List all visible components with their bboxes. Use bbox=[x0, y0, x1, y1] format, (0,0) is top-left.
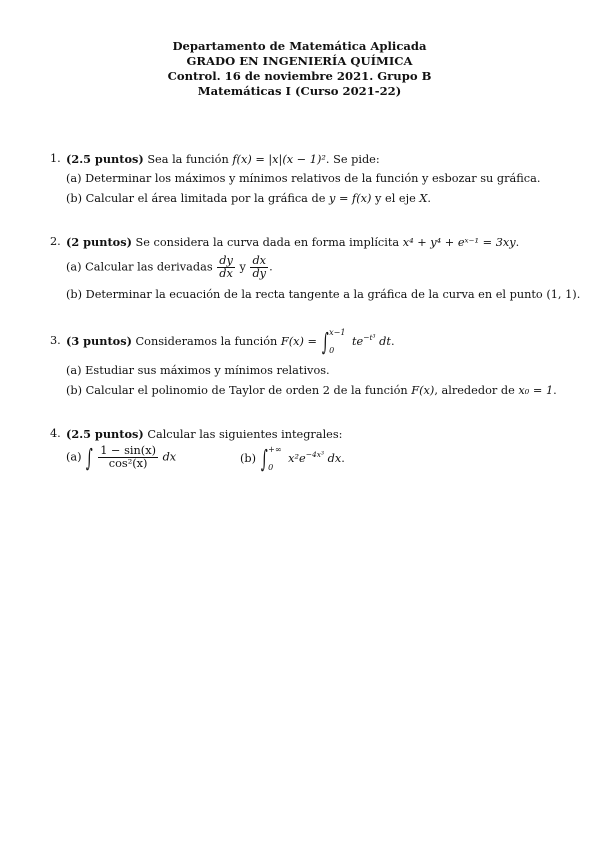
fraction-denominator: dy bbox=[252, 267, 267, 280]
problem-number: 1. bbox=[50, 152, 61, 165]
problem-statement bbox=[66, 328, 395, 356]
statement-text: Sea la función bbox=[147, 153, 229, 166]
integral-sign: ∫ bbox=[321, 328, 329, 356]
integral-limits bbox=[268, 445, 281, 473]
sub-item-a bbox=[66, 172, 540, 186]
item-text: y el eje bbox=[375, 192, 416, 205]
formula: f(x) = |x|(x − 1)² bbox=[232, 153, 326, 166]
integrand: te bbox=[352, 335, 364, 348]
formula: y = f(x) bbox=[329, 192, 372, 205]
integral-upper-limit: x−1 bbox=[329, 328, 346, 337]
problem-statement bbox=[66, 152, 380, 167]
formula: x⁴ + y⁴ + eˣ⁻¹ = 3xy bbox=[402, 236, 516, 249]
integrand: x²e bbox=[288, 452, 306, 465]
integral-sign: ∫ bbox=[85, 443, 93, 472]
exam-date-group: Control. 16 de noviembre 2021. Grupo B bbox=[167, 69, 432, 83]
sub-item-b bbox=[66, 288, 580, 302]
exam-header bbox=[0, 39, 599, 99]
formula: x₀ = 1 bbox=[518, 384, 554, 397]
integral-lower-limit: 0 bbox=[329, 346, 335, 355]
sub-item-b bbox=[240, 445, 345, 473]
course-title: Matemáticas I (Curso 2021-22) bbox=[197, 84, 402, 98]
fraction-denominator: cos²(x) bbox=[108, 457, 148, 470]
formula: X bbox=[419, 192, 428, 205]
fraction-denominator: dx bbox=[219, 267, 233, 280]
differential: dt bbox=[379, 335, 391, 348]
statement-end: . Se pide: bbox=[325, 153, 380, 166]
department-title: Departamento de Matemática Aplicada bbox=[172, 39, 427, 53]
integrand-exponent: −4x³ bbox=[305, 450, 325, 460]
item-end: . bbox=[576, 288, 581, 301]
sub-item-a bbox=[66, 255, 273, 280]
fraction-numerator: 1 − sin(x) bbox=[100, 444, 156, 457]
item-label: (b) bbox=[66, 288, 83, 301]
integral-sign: ∫ bbox=[260, 445, 268, 473]
item-label: (b) bbox=[66, 384, 83, 397]
problem-statement bbox=[66, 427, 342, 442]
item-label: (a) bbox=[66, 260, 82, 274]
statement-text: Se considera la curva dada en forma implícita bbox=[135, 236, 400, 249]
fraction-numerator: dx bbox=[250, 255, 268, 268]
item-text: Estudiar sus máximos y mínimos relativos. bbox=[85, 364, 330, 377]
sub-item-b bbox=[66, 384, 557, 398]
sub-item-a bbox=[66, 364, 330, 378]
integral-upper-limit: +∞ bbox=[268, 445, 282, 454]
item-end: . bbox=[427, 192, 432, 205]
item-text: y bbox=[239, 260, 246, 274]
problem-number: 4. bbox=[50, 427, 61, 440]
formula: F(x) bbox=[411, 384, 435, 397]
item-label: (b) bbox=[240, 452, 257, 465]
integral-limits bbox=[329, 328, 345, 356]
item-text: Determinar la ecuación de la recta tangente a la gráfica de la curva en el punto bbox=[85, 288, 543, 301]
problem-number: 2. bbox=[50, 235, 61, 248]
item-label: (a) bbox=[66, 172, 82, 185]
formula: F(x) = bbox=[280, 335, 317, 348]
integrand-exponent: −t³ bbox=[363, 333, 376, 343]
item-text: Determinar los máximos y mínimos relativos de la función y esbozar su gráfica. bbox=[85, 172, 541, 185]
sub-item-a bbox=[66, 445, 176, 470]
formula: (1, 1) bbox=[546, 288, 577, 301]
statement-end: . bbox=[515, 236, 520, 249]
problem-points: (2 puntos) bbox=[66, 235, 132, 249]
item-text: Calcular las derivadas bbox=[85, 260, 213, 274]
fraction bbox=[98, 445, 158, 470]
fraction-dx-dy bbox=[250, 255, 268, 280]
fraction-dy-dx bbox=[217, 255, 235, 280]
item-end: . bbox=[269, 260, 273, 274]
item-end: . bbox=[553, 384, 557, 397]
statement-text: Calcular las siguientes integrales: bbox=[147, 428, 343, 441]
differential: dx bbox=[327, 452, 342, 465]
problem-statement bbox=[66, 235, 519, 250]
degree-title: GRADO EN INGENIERÍA QUÍMICA bbox=[186, 54, 413, 68]
statement-text: Consideramos la función bbox=[135, 335, 278, 348]
problem-points: (2.5 puntos) bbox=[66, 427, 144, 441]
sub-item-b bbox=[66, 192, 431, 206]
integral-lower-limit: 0 bbox=[268, 463, 274, 472]
item-label: (b) bbox=[66, 192, 83, 205]
problem-points: (2.5 puntos) bbox=[66, 152, 144, 166]
item-text: Calcular el polinomio de Taylor de orden 2 de la función bbox=[85, 384, 408, 397]
item-label: (a) bbox=[66, 450, 82, 464]
problem-points: (3 puntos) bbox=[66, 334, 132, 348]
item-end: . bbox=[341, 452, 345, 465]
statement-end: . bbox=[390, 335, 395, 348]
item-text: Calcular el área limitada por la gráfica de bbox=[85, 192, 326, 205]
item-label: (a) bbox=[66, 364, 82, 377]
differential: dx bbox=[162, 450, 177, 464]
item-text: , alrededor de bbox=[434, 384, 515, 397]
problem-number: 3. bbox=[50, 334, 61, 347]
fraction-numerator: dy bbox=[219, 254, 233, 267]
